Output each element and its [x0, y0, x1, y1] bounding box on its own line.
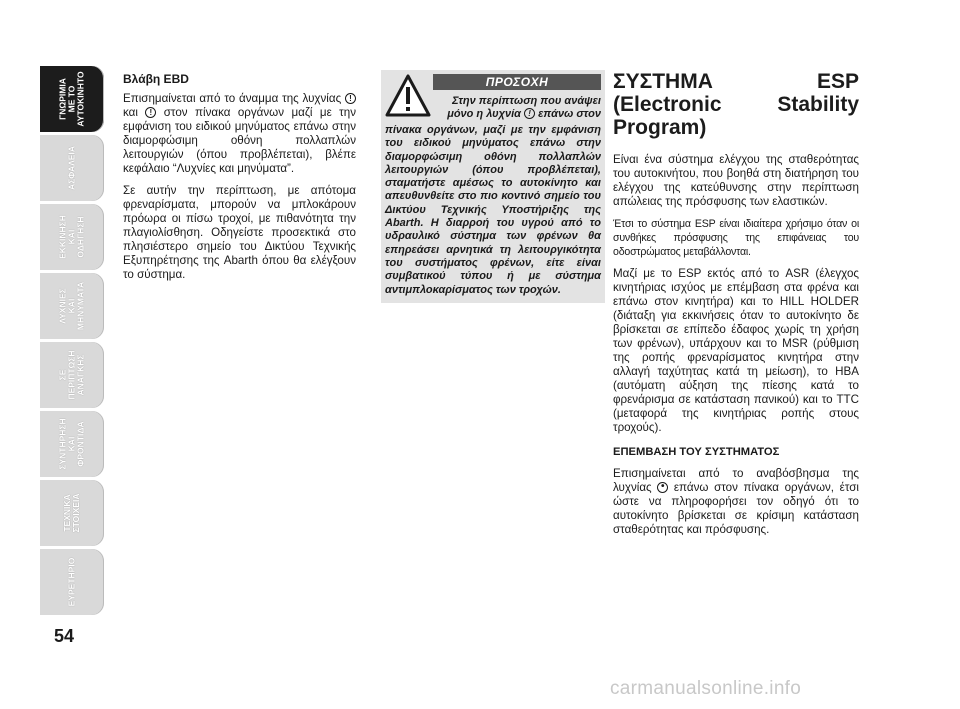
warning-lead — [433, 95, 601, 121]
abs-warning-icon — [345, 93, 356, 104]
tab-emergency[interactable] — [40, 342, 104, 408]
tab-label: ΤΕΧΝΙΚΑ ΣΤΟΙΧΕΙΑ — [62, 493, 81, 533]
paragraph: Έτσι το σύστημα ESP είναι ιδιαίτερα χρήσιμο όταν οι συνθήκες πρόσφυσης της επιφάνειας του οδοστρώματος μεταβάλλονται. — [613, 218, 859, 258]
text-run: επάνω στον — [535, 108, 601, 120]
warning-title: ΠΡΟΣΟΧΗ — [433, 74, 601, 90]
text-run: Επισημαίνεται από το αναβόσβησμα της λυχνίας — [613, 467, 859, 494]
watermark: carmanualsonline.info — [610, 678, 802, 699]
ebd-failure-section — [123, 70, 356, 290]
text-run: στον πίνακα οργάνων μαζί με την εμφάνιση του ειδικού μηνύματος επάνω στην διαμορφώσιμη οθόνη πολλαπλών λειτουργιών (όπου προβλέπεται), βλέπε κεφάλαιο “Λυχνίες και μηνύματα”. — [123, 106, 357, 175]
esp-section — [613, 70, 859, 545]
paragraph — [613, 467, 859, 537]
text-run: Στην περίπτωση που ανάψει μόνο η λυχνία — [447, 95, 601, 120]
tab-safety[interactable] — [40, 135, 104, 201]
brake-warning-icon — [145, 107, 156, 118]
tab-warning-lights[interactable] — [40, 273, 104, 339]
tab-label: ΣΕ ΠΕΡΙΠΤΩΣΗ ΑΝΑΓΚΗΣ — [57, 350, 86, 400]
paragraph: Σε αυτήν την περίπτωση, με απότομα φρεναρίσματα, μπορούν να μπλοκάρουν πρόωρα οι πίσω τροχοί, με πιθανότητα την πλαγιολίσθηση. Οδηγείστε προσεκτικά στο πλησιέστερο σημείο του Δικτύου Τεχνικής Εξυπηρέτησης της Abarth όπου θα ελέγξουν το σύστημα. — [123, 184, 356, 281]
text-run: επάνω στον πίνακα οργάνων, έτσι ώστε να πληροφορήσει τον οδηγό ότι το αυτοκίνητο βρίσκεται σε κρίσιμη κατάσταση σταθερότητας και πρόσφυσης. — [613, 481, 859, 536]
warning-body: πίνακα οργάνων, μαζί με την εμφάνιση του ειδικού μηνύματος επάνω στην διαμορφώσιμη οθόνη πολλαπλών λειτουργιών (όπου προβλέπεται), σταματήστε αμέσως το αυτοκίνητο και απευθυνθείτε στο πιο κοντινό σημείο του Δικτύου Τεχνικής Υποστήριξης της Abarth. Η διαρροή του υγρού από το υδραυλικό σύστημα των φρένων θα επηρεάσει αρνητικά τη λειτουργικότητα του συστήματος φρένων, είτε είναι συμβατικού τύπου ή με σύστημα αντιμπλοκαρίσματος των τροχών. — [385, 124, 601, 296]
tab-getting-to-know-car[interactable] — [40, 66, 104, 132]
brake-warning-icon — [524, 108, 535, 119]
tab-label: ΣΥΝΤΗΡΗΣΗ ΚΑΙ ΦΡΟΝΤΙΔΑ — [57, 418, 86, 470]
esp-warning-icon — [657, 482, 668, 493]
tab-label: ΓΝΩΡΙΜΙΑ ΜΕ ΤΟ ΑΥΤΟΚΙΝΗΤΟ — [57, 71, 86, 127]
subsection-heading: ΕΠΕΜΒΑΣΗ ΤΟΥ ΣΥΣΤΗΜΑΤΟΣ — [613, 446, 780, 458]
text-run: και — [123, 106, 146, 119]
section-title: ΣΥΣΤΗΜΑ ESP (Electronic Stability Program) — [613, 70, 859, 139]
warning-box — [381, 70, 605, 303]
tab-technical-data[interactable] — [40, 480, 104, 546]
tab-label: ΕΥΡΕΤΗΡΙΟ — [66, 557, 77, 607]
warning-header — [381, 70, 605, 120]
page-number: 54 — [54, 626, 75, 646]
text-run: Επισημαίνεται από το άναμμα της λυχνίας — [123, 92, 345, 105]
tab-label: ΑΣΦΑΛΕΙΑ — [66, 146, 77, 190]
paragraph — [123, 92, 356, 176]
paragraph: Μαζί με το ESP εκτός από το ASR (έλεγχος κινητήριας ισχύος με επέμβαση στα φρένα και επάνω στον κινητήρα) και το HILL HOLDER (διάταξη για εκκινήσεις όταν το αυτοκίνητο δε βρίσκεται σε επίπεδο έδαφος χωρίς τη χρήση των φρένων), υπάρχουν και το MSR (ρύθμιση της ροπής φρεναρίσματος κινητήρα στην αλλαγή ταχύτητας κατά τη μείωση), το HBA (αυτόματη αύξηση της πίεσης κατά το φρενάρισμα σε κατάσταση πανικού) και το TTC (μεταφορά της κινητήριας ροπής στους τροχούς). — [613, 267, 859, 434]
paragraph: Είναι ένα σύστημα ελέγχου της σταθερότητας του αυτοκινήτου, που βοηθά στη διατήρηση του ελέγχου της κατεύθυνσης στην περίπτωση απώλειας της πρόσφυσης των ελαστικών. — [613, 153, 859, 208]
warning-triangle-icon — [385, 74, 431, 118]
warning-box-column — [381, 70, 605, 303]
tab-maintenance[interactable] — [40, 411, 104, 477]
tab-label: ΕΚΚΙΝΗΣΗ ΚΑΙ ΟΔΗΓΗΣΗ — [57, 215, 86, 259]
tab-starting-driving[interactable] — [40, 204, 104, 270]
tab-label: ΛΥΧΝΙΕΣ ΚΑΙ ΜΗΝΥΜΑΤΑ — [57, 281, 86, 331]
section-heading: Βλάβη EBD — [123, 72, 189, 86]
tab-index[interactable] — [40, 549, 104, 615]
